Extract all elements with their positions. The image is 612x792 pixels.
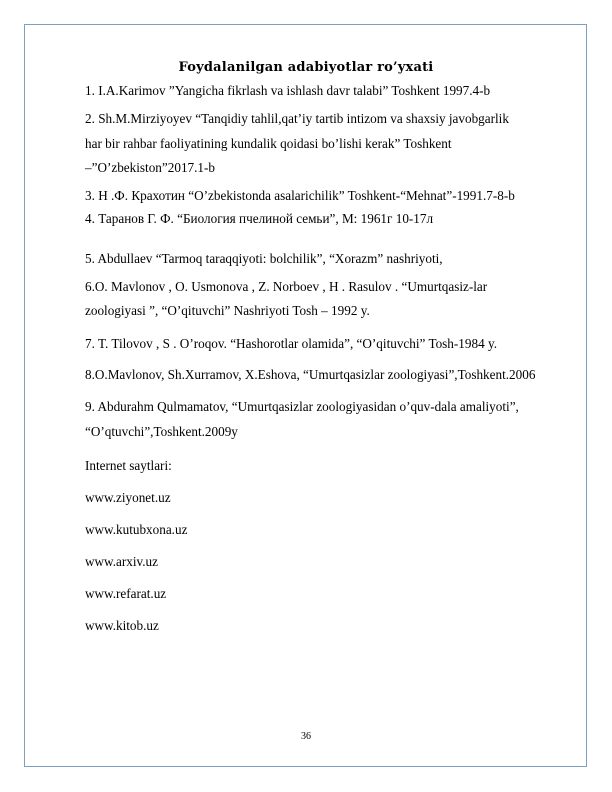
reference-line: 3. Н .Ф. Крахотин “O’zbekistonda asalarichilik” Toshkent-“Mehnat”-1991.7-8-b xyxy=(85,188,515,203)
website-link[interactable]: www.kitob.uz xyxy=(85,618,159,633)
website-link[interactable]: www.refarat.uz xyxy=(85,586,167,601)
reference-line: 7. T. Tilovov , S . O’roqov. “Hashorotlar olamida”, “O’qituvchi” Tosh-1984 y. xyxy=(85,336,497,351)
reference-line: har bir rahbar faoliyatining kundalik qoidasi bo’lishi kerak” Toshkent xyxy=(85,136,452,151)
reference-line: 5. Abdullaev “Tarmoq taraqqiyoti: bolchilik”, “Xorazm” nashriyoti, xyxy=(85,251,443,266)
reference-line: –”O’zbekiston”2017.1-b xyxy=(85,160,216,175)
reference-line: 2. Sh.M.Mirziyoyev “Tanqidiy tahlil,qat’iy tartib intizom va shaxsiy javobgarlik xyxy=(85,111,509,126)
reference-line: “O’qtuvchi”,Toshkent.2009y xyxy=(85,424,238,439)
website-link[interactable]: www.arxiv.uz xyxy=(85,554,158,569)
reference-line: 6.O. Mavlonov , O. Usmonova , Z. Norboev , H . Rasulov . “Umurtqasiz-lar xyxy=(85,279,488,294)
internet-heading: Internet saytlari: xyxy=(85,458,172,473)
website-link[interactable]: www.kutubxona.uz xyxy=(85,522,188,537)
reference-line: 4. Таранов Г. Ф. “Биология пчелиной семьи”, М: 1961г 10-17л xyxy=(85,211,434,226)
reference-line: zoologiyasi ”, “O’qituvchi” Nashriyoti Tosh – 1992 y. xyxy=(85,303,370,318)
page-number: 36 xyxy=(301,731,311,742)
website-link[interactable]: www.ziyonet.uz xyxy=(85,490,171,505)
page-title: Foydalanilgan adabiyotlar ro’yxati xyxy=(178,60,434,75)
reference-line: 1. I.A.Karimov ”Yangicha fikrlash va ishlash davr talabi” Toshkent 1997.4-b xyxy=(85,83,491,98)
reference-line: 9. Abdurahm Qulmamatov, “Umurtqasizlar zoologiyasidan o’quv-dala amaliyoti”, xyxy=(85,399,519,414)
reference-line: 8.O.Mavlonov, Sh.Xurramov, X.Eshova, “Umurtqasizlar zoologiyasi”,Toshkent.2006 xyxy=(85,367,536,382)
